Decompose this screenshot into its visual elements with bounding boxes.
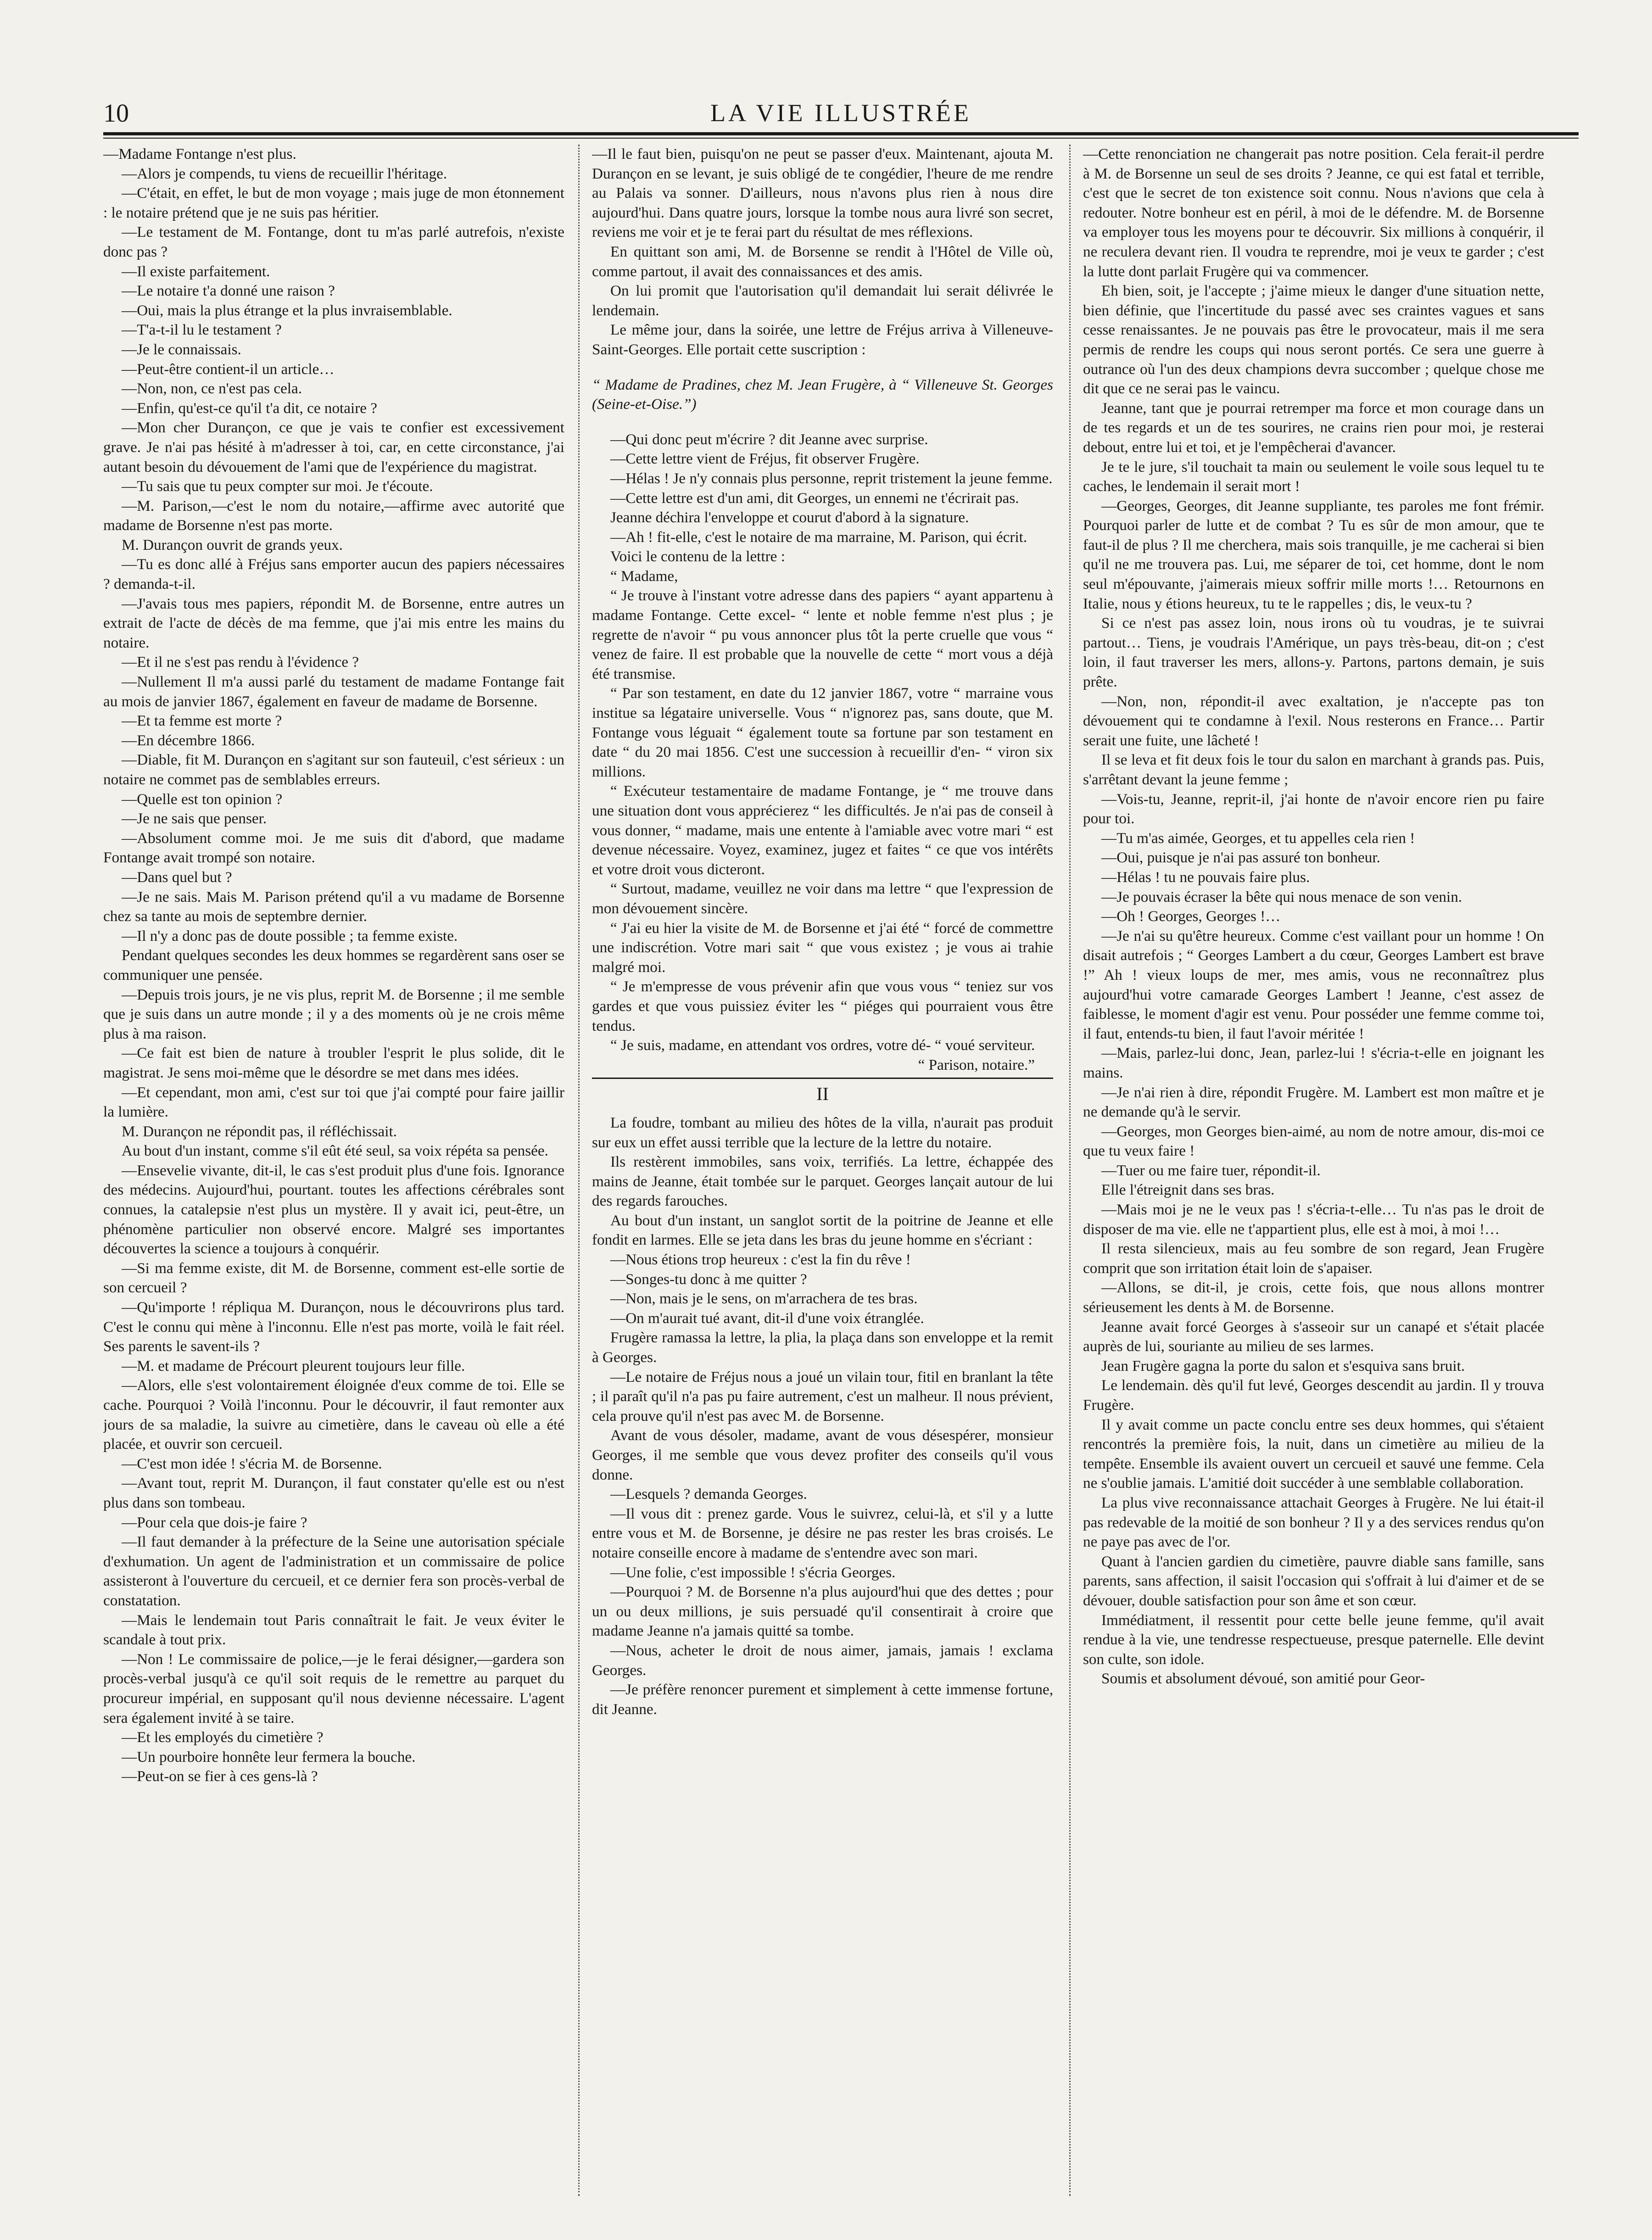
paragraph: —Le notaire de Fréjus nous a joué un vilain tour, fitil en branlant la tête ; il paraît qu'il n'a pas pu faire autrement, c'est un malheur. Il nous prévient, cela prouve qu'il n'est pas avec M. de Borsenne. (592, 1368, 1053, 1424)
paragraph: Soumis et absolument dévoué, son amitié pour Geor- (1101, 1670, 1425, 1687)
paragraph: —Il existe parfaitement. (122, 263, 270, 280)
paragraph: —Je pouvais écraser la bête qui nous menace de son venin. (1101, 888, 1462, 905)
paragraph: —M. et madame de Précourt pleurent toujours leur fille. (122, 1357, 465, 1374)
paragraph: “ Madame, (610, 567, 678, 585)
paragraph: “ Par son testament, en date du 12 janvier 1867, votre “ marraine vous institue sa légataire universelle. Vous “ n'ignorez pas, sans doute, que M. Fontange vous léguait “ également toute sa fortune par son testament en date “ du 20 mai 1856. C'est une succession à recueillir d'en- “ viron six millions. (592, 685, 1053, 780)
paragraph: “ Exécuteur testamentaire de madame Fontange, je “ me trouve dans une situation dont vous apprécierez “ les difficultés. Je n'ai pas de conseil à vous donner, “ madame, mais une entente à l'amiable avec votre mari “ est devenue nécessaire. Voyez, examinez, jugez et faites “ ce que vos intérêts et votre droit vous dicteront. (592, 782, 1053, 878)
paragraph: —Tu m'as aimée, Georges, et tu appelles cela rien ! (1101, 829, 1415, 847)
paragraph: —Je le connaissais. (122, 341, 241, 358)
paragraph: —Il n'y a donc pas de doute possible ; ta femme existe. (122, 927, 458, 944)
paragraph: Le lendemain. dès qu'il fut levé, Georges descendit au jardin. Il y trouva Frugère. (1083, 1377, 1544, 1413)
paragraph: On lui promit que l'autorisation qu'il demandait lui serait délivrée le lendemain. (592, 282, 1053, 319)
page-header (103, 99, 1579, 131)
paragraph: —Il le faut bien, puisqu'on ne peut se passer d'eux. Maintenant, ajouta M. Durançon en se levant, je suis obligé de te congédier, l'heure de me rendre au Palais va sonner. D'ailleurs, nous n'avons plus rien à nous dire aujourd'hui. Dans quatre jours, lorsque la tombe nous aura livré son secret, reviens me voir et je te ferai part du résultat de mes réflexions. (592, 145, 1053, 241)
paragraph: Elle l'étreignit dans ses bras. (1101, 1181, 1275, 1199)
paragraph: —Vois-tu, Jeanne, reprit-il, j'ai honte de n'avoir encore rien pu faire pour toi. (1083, 790, 1544, 827)
paragraph: Jeanne, tant que je pourrai retremper ma force et mon courage dans un de tes regards et un de tes sourires, ne crains rien pour moi, je resterai debout, entre lui et toi, et je l'empêcherai d'avancer. (1083, 399, 1544, 456)
paragraph: —Alors, elle s'est volontairement éloignée d'eux comme de toi. Elle se cache. Pourquoi ? Voilà l'inconnu. Pour le découvrir, il faut remonter aux jours de sa maladie, la suivre au cimetière, dans le caveau où elle a été placée, et ouvrir son cercueil. (103, 1377, 564, 1453)
paragraph: —Et cependant, mon ami, c'est sur toi que j'ai compté pour faire jaillir la lumière. (103, 1084, 564, 1121)
paragraph: Je te le jure, s'il touchait ta main ou seulement le voile sous lequel tu te caches, le lendemain il serait mort ! (1083, 458, 1544, 495)
paragraph: —Je ne sais que penser. (122, 810, 267, 827)
paragraph: —Ensevelie vivante, dit-il, le cas s'est produit plus d'une fois. Ignorance des médecins. Aujourd'hui, pourtant. toutes les affections cérébrales sont connues, la catalepsie n'est plus un mystère. Il y avait ici, peut-être, un phénomène particulier non observé encore. Malgré ses importantes découvertes la science a toujours à conquérir. (103, 1162, 564, 1257)
paragraph: —Non ! Le commissaire de police,—je le ferai désigner,—gardera son procès-verbal jusqu'à ce qu'il soit requis de le remettre au parquet du procureur impérial, en supposant qu'il nous devienne nécessaire. L'agent sera également invité à se taire. (103, 1650, 564, 1726)
paragraph: —Mais moi je ne le veux pas ! s'écria-t-elle… Tu n'as pas le droit de disposer de ma vie. elle ne t'appartient plus, elle est à moi, à moi !… (1083, 1201, 1544, 1238)
paragraph: —Hélas ! Je n'y connais plus personne, reprit tristement la jeune femme. (610, 469, 1053, 487)
paragraph: —Pourquoi ? M. de Borsenne n'a plus aujourd'hui que des dettes ; pour un ou deux millions, je suis persuadé qu'il consentirait à croire que madame Jeanne n'a jamais quitté sa tombe. (592, 1583, 1053, 1640)
paragraph: —Mais le lendemain tout Paris connaîtrait le fait. Je veux éviter le scandale à tout prix. (103, 1611, 564, 1648)
paragraph: En quittant son ami, M. de Borsenne se rendit à l'Hôtel de Ville où, comme partout, il avait des connaissances et des amis. (592, 243, 1053, 280)
paragraph: —Tu sais que tu peux compter sur moi. Je t'écoute. (122, 478, 433, 495)
paragraph: Quant à l'ancien gardien du cimetière, pauvre diable sans famille, sans parents, sans affection, il saisit l'occasion qui s'offrait à lui d'aimer et de se dévouer, double satisfaction pour son âme et son cœur. (1083, 1553, 1544, 1609)
paragraph: —Une folie, c'est impossible ! s'écria Georges. (610, 1564, 896, 1581)
paragraph: —Alors je compends, tu viens de recueillir l'héritage. (122, 165, 447, 182)
paragraph: Eh bien, soit, je l'accepte ; j'aime mieux le danger d'une situation nette, bien définie, que l'incertitude du passé avec ses craintes vagues et sans cesse renaissantes. Je ne pouvais pas être le provocateur, mais il me sera permis de rendre les coups qui nous seront portés. Ce sera une guerre à outrance où l'un des deux champions devra succomber ; quelque chose me dit que ce ne serai pas le vaincu. (1083, 282, 1544, 397)
paragraph: —Qui donc peut m'écrire ? dit Jeanne avec surprise. (610, 430, 928, 448)
paragraph: —Cette lettre est d'un ami, dit Georges, un ennemi ne t'écrirait pas. (610, 489, 1019, 507)
paragraph: —C'est mon idée ! s'écria M. de Borsenne. (122, 1455, 382, 1472)
paragraph: —Ce fait est bien de nature à troubler l'esprit le plus solide, dit le magistrat. Je sens moi-même que le désordre se met dans mes idées. (103, 1045, 564, 1081)
paragraph: Immédiatment, il ressentit pour cette belle jeune femme, qu'il avait rendue à la vie, une tendresse respectueuse, presque paternelle. Elle devint son culte, son idole. (1083, 1611, 1544, 1668)
paragraph: Le même jour, dans la soirée, une lettre de Fréjus arriva à Villeneuve-Saint-Georges. Elle portait cette suscription : (592, 321, 1053, 358)
paragraph: —Hélas ! tu ne pouvais faire plus. (1101, 868, 1310, 886)
paragraph: —C'était, en effet, le but de mon voyage ; mais juge de mon étonnement : le notaire prétend que je ne suis pas héritier. (103, 184, 564, 221)
paragraph: —Georges, Georges, dit Jeanne suppliante, tes paroles me font frémir. Pourquoi parler de lutte et de combat ? Tu es sûr de mon amour, que te faut-il de plus ? Il me cherchera, mais sois tranquille, je me cacherai si bien qu'il ne me trouvera pas. Lui, me séparer de toi, cet homme, dont le nom seul m'épouvante, j'aimerais mieux soffrir mille morts !… Retournons en Italie, nous y étions heureux, tu te le rappelles ; dis, le veux-tu ? (1083, 497, 1544, 612)
paragraph: —Oui, mais la plus étrange et la plus invraisemblable. (122, 302, 452, 319)
paragraph: —Georges, mon Georges bien-aimé, au nom de notre amour, dis-moi ce que tu veux faire ! (1083, 1123, 1544, 1160)
paragraph: Il se leva et fit deux fois le tour du salon en marchant à grands pas. Puis, s'arrêtant devant la jeune femme ; (1083, 751, 1544, 788)
paragraph: —Nous étions trop heureux : c'est la fin du rêve ! (610, 1251, 911, 1268)
paragraph: La plus vive reconnaissance attachait Georges à Frugère. Ne lui était-il pas redevable de la moitié de son bonheur ? Il y a des services rendus qu'on ne paye pas avec de l'or. (1083, 1494, 1544, 1551)
paragraph: —Pour cela que dois-je faire ? (122, 1514, 307, 1531)
paragraph: —Et ta femme est morte ? (122, 712, 282, 730)
paragraph: —Non, mais je le sens, on m'arrachera de tes bras. (610, 1290, 918, 1307)
paragraph: —Qu'importe ! répliqua M. Durançon, nous le découvrirons plus tard. C'est le connu qui mène à l'inconnu. Elle n'est pas morte, voilà le fait réel. Ses parents le savent-ils ? (103, 1299, 564, 1355)
paragraph: —Madame Fontange n'est plus. (103, 145, 296, 162)
paragraph: Frugère ramassa la lettre, la plia, la plaça dans son enveloppe et la remit à Georges. (592, 1329, 1053, 1366)
paragraph: —Cette lettre vient de Fréjus, fit observer Frugère. (610, 450, 920, 468)
paragraph: —Cette renonciation ne changerait pas notre position. Cela ferait-il perdre à M. de Borsenne un seul de ses droits ? Jeanne, ce qui est fatal et terrible, c'est que le secret de ton existence soit connu. Nous n'avions que cela à redouter. Notre bonheur est en péril, à moi de le défendre. M. de Borsenne va employer tous les moyens pour te découvrir. Six millions à conquérir, il ne reculera devant rien. Il voudra te reprendre, moi je veux te garder ; c'est la lutte dont parlait Frugère qui va commencer. (1083, 145, 1544, 280)
paragraph: “ Surtout, madame, veuillez ne voir dans ma lettre “ que l'expression de mon dévouement sincère. (592, 880, 1053, 917)
paragraph: —Le notaire t'a donné une raison ? (122, 282, 335, 300)
paragraph: —Tu es donc allé à Fréjus sans emporter aucun des papiers nécessaires ? demanda-t-il. (103, 556, 564, 593)
paragraph: Il resta silencieux, mais au feu sombre de son regard, Jean Frugère comprit que son irritation était loin de s'apaiser. (1083, 1240, 1544, 1277)
paragraph: —Le testament de M. Fontange, dont tu m'as parlé autrefois, n'existe donc pas ? (103, 223, 564, 260)
paragraph: —Un pourboire honnête leur fermera la bouche. (122, 1748, 416, 1765)
paragraph: —On m'aurait tué avant, dit-il d'une voix étranglée. (610, 1309, 924, 1327)
paragraph: —Songes-tu donc à me quitter ? (610, 1270, 807, 1288)
paragraph: —Nous, acheter le droit de nous aimer, jamais, jamais ! exclama Georges. (592, 1642, 1053, 1679)
section-divider (592, 1078, 1053, 1079)
paragraph: —Oh ! Georges, Georges !… (1101, 908, 1281, 925)
paragraph: —Il faut demander à la préfecture de la Seine une autorisation spéciale d'exhumation. Un agent de l'administration et un commissaire de police assisteront à l'ouverture du cercueil, et ce dernier fera son procès-verbal de constatation. (103, 1533, 564, 1609)
paragraph: —Il vous dit : prenez garde. Vous le suivrez, celui-là, et s'il y a lutte entre vous et M. de Borsenne, je désire ne pas rester les bras croisés. Le notaire conseille encore à madame de s'entendre avec son mari. (592, 1505, 1053, 1561)
header-rule-thin (103, 138, 1579, 139)
paragraph: Si ce n'est pas assez loin, nous irons où tu voudras, je te suivrai partout… Tiens, je voudrais l'Amérique, un pays très-beau, dit-on ; c'est loin, il faut traverser les mers, allons-y. Partons, partons demain, je suis prête. (1083, 614, 1544, 691)
paragraph: Jeanne avait forcé Georges à s'asseoir sur un canapé et s'était placée auprès de lui, souriante au milieu de ses larmes. (1083, 1318, 1544, 1355)
paragraph: —Dans quel but ? (122, 868, 232, 886)
column-3 (1083, 145, 1544, 2196)
paragraph: —Non, non, répondit-il avec exaltation, je n'accepte pas ton dévouement qui te condamne à l'exil. Nous resterons en France… Partir serait une fuite, une lâcheté ! (1083, 693, 1544, 749)
paragraph: Avant de vous désoler, madame, avant de vous désespérer, monsieur Georges, il me semble que vous devez profiter des conseils qu'il vous donne. (592, 1427, 1053, 1483)
column-separator (578, 145, 580, 2196)
paragraph: —Si ma femme existe, dit M. de Borsenne, comment est-elle sortie de son cercueil ? (103, 1259, 564, 1296)
column-2 (592, 145, 1053, 2196)
paragraph: —Diable, fit M. Durançon en s'agitant sur son fauteuil, c'est sérieux : un notaire ne commet pas de semblables erreurs. (103, 751, 564, 788)
paragraph: Au bout d'un instant, comme s'il eût été seul, sa voix répéta sa pensée. (122, 1142, 548, 1160)
paragraph: —Allons, se dit-il, je crois, cette fois, que nous allons montrer sérieusement les dents à M. de Borsenne. (1083, 1279, 1544, 1316)
paragraph: Il y avait comme un pacte conclu entre ses deux hommes, qui s'étaient rencontrés la première fois, la nuit, dans un cimetière au milieu de la tempête. Ensemble ils avaient ouvert un cercueil et sauvé une femme. Cela ne s'oublie jamais. L'amitié doit succéder à une semblable collaboration. (1083, 1416, 1544, 1492)
paragraph: “ Je suis, madame, en attendant vos ordres, votre dé- “ voué serviteur. (610, 1037, 1035, 1054)
paragraph: Jeanne déchira l'enveloppe et courut d'abord à la signature. (610, 509, 969, 526)
paragraph: —Oui, puisque je n'ai pas assuré ton bonheur. (1101, 849, 1380, 866)
paragraph: “ Je trouve à l'instant votre adresse dans des papiers “ ayant appartenu à madame Fontange. Cette excel- “ lente et noble femme n'est plus ; je regrette de n'avoir “ pu vous annoncer plus tôt la perte cruelle que vous “ venez de faire. Il est probable que la nouvelle de cette “ mort vous a déjà été transmise. (592, 587, 1053, 682)
paragraph: —Je ne sais. Mais M. Parison prétend qu'il a vu madame de Borsenne chez sa tante au mois de septembre dernier. (103, 888, 564, 925)
paragraph: Pendant quelques secondes les deux hommes se regardèrent sans oser se communiquer une pensée. (103, 947, 564, 983)
letter-address: “ Madame de Pradines, chez M. Jean Frugère, à “ Villeneuve St. Georges (Seine-et-Oise.”) (592, 376, 1053, 413)
paragraph: —Je n'ai rien à dire, répondit Frugère. M. Lambert est mon maître et je ne demande qu'à le servir. (1083, 1084, 1544, 1121)
column-1 (103, 145, 564, 2196)
paragraph: —Et les employés du cimetière ? (122, 1729, 324, 1746)
paragraph: —Lesquels ? demanda Georges. (610, 1486, 807, 1503)
paragraph: —Je préfère renoncer purement et simplement à cette immense fortune, dit Jeanne. (592, 1681, 1053, 1718)
paragraph: —Je n'ai su qu'être heureux. Comme c'est vaillant pour un homme ! On disait autrefois ; “ Georges Lambert a du cœur, Georges Lambert est brave !” Ah ! vieux loups de mer, mes amis, vous ne reconnaîtrez plus aujourd'hui votre camarade Georges Lambert ! Jeanne, c'est assez de faiblesse, le moment d'agir est venu. Pour posséder une femme comme toi, il faut, entends-tu bien, il faut l'avoir méritée ! (1083, 927, 1544, 1042)
paragraph: —En décembre 1866. (122, 732, 255, 749)
letter-signature: “ Parison, notaire.” (918, 1056, 1035, 1073)
running-title: LA VIE ILLUSTRÉE (710, 99, 971, 127)
paragraph: —Ah ! fit-elle, c'est le notaire de ma marraine, M. Parison, qui écrit. (610, 528, 1027, 546)
paragraph: —Non, non, ce n'est pas cela. (122, 380, 302, 397)
paragraph: —Peut-on se fier à ces gens-là ? (122, 1768, 318, 1785)
paragraph: —Peut-être contient-il un article… (122, 360, 335, 378)
header-rule-thick (103, 132, 1579, 135)
paragraph: —Mais, parlez-lui donc, Jean, parlez-lui ! s'écria-t-elle en joignant les mains. (1083, 1045, 1544, 1081)
paragraph: —Tuer ou me faire tuer, répondit-il. (1101, 1162, 1321, 1179)
paragraph: Au bout d'un instant, un sanglot sortit de la poitrine de Jeanne et elle fondit en larmes. Elle se jeta dans les bras du jeune homme en s'écriant : (592, 1212, 1053, 1249)
paragraph: —Absolument comme moi. Je me suis dit d'abord, que madame Fontange avait trompé son notaire. (103, 829, 564, 866)
paragraph: “ J'ai eu hier la visite de M. de Borsenne et j'ai été “ forcé de commettre une indiscrétion. Votre mari sait “ que vous existez ; je vous ai trahie malgré moi. (592, 919, 1053, 976)
paragraph: —M. Parison,—c'est le nom du notaire,—affirme avec autorité que madame de Borsenne n'est pas morte. (103, 497, 564, 534)
page-number: 10 (103, 99, 129, 128)
paragraph: —Et il ne s'est pas rendu à l'évidence ? (122, 654, 359, 671)
paragraph: “ Je m'empresse de vous prévenir afin que vous vous “ teniez sur vos gardes et que vous puissiez éviter les “ piéges qui pourraient vous être tendus. (592, 978, 1053, 1034)
paragraph: —Avant tout, reprit M. Durançon, il faut constater qu'elle est ou n'est plus dans son tombeau. (103, 1475, 564, 1511)
paragraph: —J'avais tous mes papiers, répondit M. de Borsenne, entre autres un extrait de l'acte de décès de ma femme, que j'ai mis entre les mains du notaire. (103, 595, 564, 651)
paragraph: Voici le contenu de la lettre : (610, 548, 785, 565)
section-heading: II (816, 1084, 829, 1105)
paragraph: —Depuis trois jours, je ne vis plus, reprit M. de Borsenne ; il me semble que je suis dans un autre monde ; il y a des moments où je ne crois même plus à ma raison. (103, 986, 564, 1042)
paragraph: La foudre, tombant au milieu des hôtes de la villa, n'aurait pas produit sur eux un effet aussi terrible que la lecture de la lettre du notaire. (592, 1114, 1053, 1151)
column-separator (1069, 145, 1071, 2196)
paragraph: —T'a-t-il lu le testament ? (122, 321, 282, 339)
paragraph: —Nullement Il m'a aussi parlé du testament de madame Fontange fait au mois de janvier 1867, également en faveur de madame de Borsenne. (103, 673, 564, 710)
paragraph: —Quelle est ton opinion ? (122, 790, 283, 808)
paragraph: —Enfin, qu'est-ce qu'il t'a dit, ce notaire ? (122, 399, 378, 417)
paragraph: Jean Frugère gagna la porte du salon et s'esquiva sans bruit. (1101, 1357, 1465, 1374)
paragraph: —Mon cher Durançon, ce que je vais te confier est excessivement grave. Je n'ai pas hésité à m'adresser à toi, car, en cette circonstance, j'ai autant besoin du dévouement de l'ami que de l'expérience du magistrat. (103, 419, 564, 475)
paragraph: Ils restèrent immobiles, sans voix, terrifiés. La lettre, échappée des mains de Jeanne, était tombée sur le parquet. Georges lançait autour de lui des regards farouches. (592, 1153, 1053, 1210)
paragraph: M. Durançon ouvrit de grands yeux. (122, 536, 343, 553)
paragraph: M. Durançon ne répondit pas, il réfléchissait. (122, 1123, 397, 1140)
